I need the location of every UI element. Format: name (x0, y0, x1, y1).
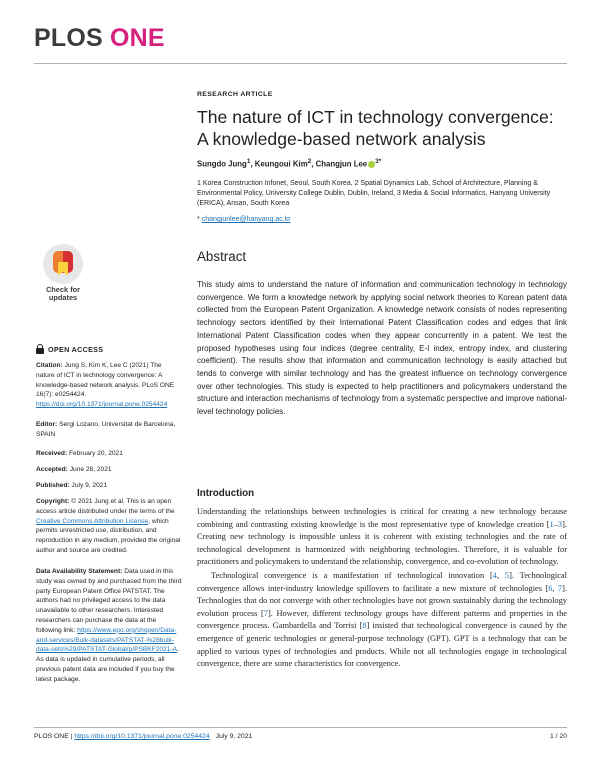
citation-link[interactable]: 3 (557, 519, 563, 529)
introduction-body (197, 506, 567, 671)
citation-link[interactable]: 1 (549, 519, 554, 529)
patstat-link[interactable]: https://www.epo.org/shopen/Data-and-services/Bulk-datasets/PATSTAT-%28bulk-data-sets%29/PATSTAT-Global/p/PSBKF2021-A (36, 626, 177, 654)
citation-doi-link[interactable]: https://doi.org/10.1371/journal.pone.0254424 (36, 401, 168, 409)
check-for-updates-icon (43, 244, 83, 284)
footer-doi-link[interactable]: https://doi.org/10.1371/journal.pone.0254424 (74, 733, 210, 740)
footer-rule (34, 727, 567, 728)
plos-one-logo: PLOS ONE (34, 24, 165, 52)
abstract-text: This study aims to understand the nature of information and communication technology in technology convergence. We form a knowledge network by applying social network theories to Korean patent data collected from the European Patent Organization. A knowledge network consists of nodes representing technology sectors identified by their International Patent Classification codes and edges that link International Patent Classification codes when they appear concurrently in a patent. We test the proposed hypotheses using four indices (degree centrality, E-I index, entropy index, and clustering coefficient). The results show that information and communication technology is easily attached but tends to converge with similar technology and has the greatest influence on technology convergence over other technologies. This study is expected to help practitioners and policymakers understand the structure and interaction mechanisms of technology from a systematic perspective and improve national-level technology policies. (197, 280, 567, 417)
citation-link[interactable]: 6 (548, 583, 553, 593)
open-access-label: OPEN ACCESS (36, 344, 103, 354)
citation-link[interactable]: 4 (492, 570, 497, 580)
citation: Citation: Jung S, Kim K, Lee C (2021) The nature of ICT in technology convergence: A knowledge-based network analysis. PLoS ONE 16(7): e0254424. https://doi.org/10.1371/journal.pone.0254424 (36, 362, 175, 409)
abstract-heading: Abstract (197, 249, 247, 264)
data-availability: Data Availability Statement: Data used in this study was owned by and purchased from the third party European Patent Office PATSTAT. The authors had no privileged access to the data unavailable to other researchers. Interested researchers can purchase the data at the following link: https://www.epo.org/shopen/Data-and-services/Bulk-datasets/PATSTAT-%28bulk-data-sets%29/PATSTAT-Global/p/PSBKF2021-A. As data is updated in cumulative periods, all previous patent data are included if you buy the latest package. (36, 568, 182, 683)
editor: Editor: Sergi Lozano, Universitat de Barcelona, SPAIN (36, 421, 176, 438)
accepted-date: Accepted: June 28, 2021 (36, 466, 112, 473)
paragraph: Technological convergence is a manifestation of technological innovation [4, 5]. Technological convergence allows inter-industry knowledge spillovers to facilitate a new mixture of technologies [6, 7]. Technologies that do not converge with other technologies have not grown sustainably during the technology evolution process [7]. However, different technology groups have different patterns and properties in the convergence process. Gambardella and Torrisi [8] insisted that technological convergence is caused by the emergence of generic technologies or general-purpose technology (GPT). GPT is a technology that can be applied to various types of technologies and products. While not all technologies engage in technological convergence, there are some characteristics for convergence. (197, 570, 567, 669)
copyright: Copyright: © 2021 Jung et al. This is an open access article distributed under the terms of the Creative Commons Attribution License, which permits unrestricted use, distribution, and reproduction in any medium, provided the original author and source are credited. (36, 498, 181, 554)
citation-link[interactable]: 5 (504, 570, 510, 580)
published-date: Published: July 9, 2021 (36, 482, 108, 489)
article-type: RESEARCH ARTICLE (197, 91, 273, 98)
received-date: Received: February 20, 2021 (36, 450, 123, 457)
author-list: Sungdo Jung$^1$, Keungoui Kim$^2$, Changjun Lee $^{3*}$ (197, 158, 382, 169)
header-rule (34, 63, 567, 64)
check-for-updates-badge[interactable]: Check for updates (36, 244, 90, 306)
corresponding-email: * changjunlee@hanyang.ac.kr (197, 216, 291, 223)
license-link[interactable]: Creative Commons Attribution License (36, 517, 149, 525)
citation-link[interactable]: 7 (263, 608, 268, 618)
page-number: 1 / 20 (549, 733, 567, 740)
email-link[interactable]: changjunlee@hanyang.ac.kr (201, 216, 291, 223)
page-footer: PLOS ONE | https://doi.org/10.1371/journal.pone.0254424 July 9, 2021 1 / 20 (34, 733, 567, 740)
paragraph: Understanding the relationships between technologies is critical for creating a new technology because combining and contrasting existing knowledge is the most representative type of knowledge creation [1–3]. Creating new technology is impossible unless it is coherent with existing technologies and the rate of technological development is harmonized with neighboring technologies. Therefore, it is valuable for practitioners and policymakers to understand the relationship, convergence, and co-evolution of technology. (197, 507, 567, 567)
affiliations: 1 Korea Construction Infonet, Seoul, South Korea, 2 Spatial Dynamics Lab, School of Architecture, Planning & Environmental Policy, University College Dublin, Dublin, Ireland, 3 Media & Social Informatics, Hanyang University (ERICA), Ansan, South Korea (197, 180, 551, 207)
citation-link[interactable]: 7 (557, 583, 563, 593)
open-lock-icon (36, 344, 44, 354)
introduction-heading: Introduction (197, 488, 255, 499)
citation-link[interactable]: 8 (362, 621, 367, 631)
article-title: The nature of ICT in technology convergence: A knowledge-based network analysis (197, 107, 554, 149)
